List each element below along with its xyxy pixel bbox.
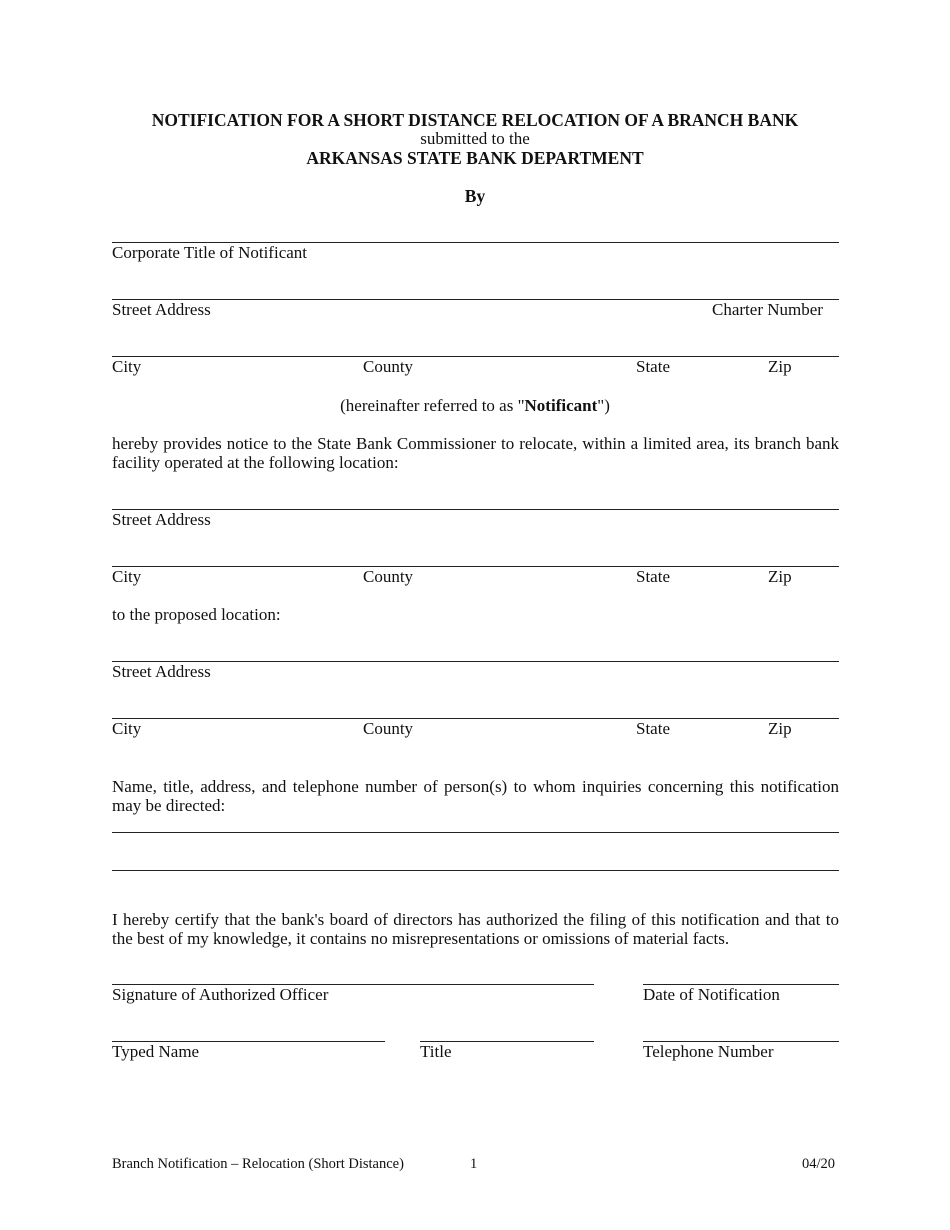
proposed-street-label: Street Address: [112, 662, 211, 681]
proposed-city-line[interactable]: [112, 718, 839, 719]
form-title: NOTIFICATION FOR A SHORT DISTANCE RELOCATION OF A BRANCH BANK: [151, 110, 799, 130]
current-zip-label: Zip: [768, 567, 792, 586]
footer-page-number: 1: [470, 1156, 478, 1172]
street-address-label: Street Address: [112, 300, 211, 319]
proposed-state-label: State: [636, 719, 670, 738]
title-label: Title: [420, 1042, 452, 1061]
charter-number-label: Charter Number: [712, 300, 823, 319]
typed-name-label: Typed Name: [112, 1042, 200, 1061]
certify-paragraph: I hereby certify that the bank's board of directors has authorized the filing of this notification and that to the best of my knowledge, it contains no misrepresentations or omissions of material facts.: [112, 910, 839, 948]
current-state-label: State: [636, 567, 670, 586]
current-street-label: Street Address: [112, 510, 211, 529]
current-city-label: City: [112, 567, 142, 586]
proposed-county-label: County: [363, 719, 414, 738]
current-county-label: County: [363, 567, 414, 586]
signature-label: Signature of Authorized Officer: [112, 985, 329, 1004]
by-label: By: [464, 186, 486, 206]
contact-line-1[interactable]: [112, 832, 839, 833]
notice-paragraph: hereby provides notice to the State Bank Commissioner to relocate, within a limited area, its branch bank facility operated at the following location:: [112, 434, 839, 472]
current-street-line[interactable]: [112, 509, 839, 510]
department-name: ARKANSAS STATE BANK DEPARTMENT: [306, 148, 644, 168]
county-label: County: [363, 357, 414, 376]
footer-form-name: Branch Notification – Relocation (Short Distance): [112, 1156, 404, 1172]
contact-paragraph: Name, title, address, and telephone number of person(s) to whom inquiries concerning this notification may be directed:: [112, 777, 839, 815]
proposed-street-line[interactable]: [112, 661, 839, 662]
contact-line-2[interactable]: [112, 870, 839, 871]
state-label: State: [636, 357, 670, 376]
telephone-label: Telephone Number: [643, 1042, 774, 1061]
corporate-title-label: Corporate Title of Notificant: [112, 243, 308, 262]
hereinafter-text: (hereinafter referred to as "Notificant"): [340, 396, 610, 415]
proposed-intro: to the proposed location:: [112, 605, 281, 624]
proposed-city-label: City: [112, 719, 142, 738]
current-city-line[interactable]: [112, 566, 839, 567]
city-label: City: [112, 357, 142, 376]
zip-label: Zip: [768, 357, 792, 376]
date-label: Date of Notification: [643, 985, 780, 1004]
notificant-city-line[interactable]: [112, 356, 839, 357]
proposed-zip-label: Zip: [768, 719, 792, 738]
submitted-to: submitted to the: [420, 129, 530, 148]
footer-revision: 04/20: [802, 1156, 836, 1172]
